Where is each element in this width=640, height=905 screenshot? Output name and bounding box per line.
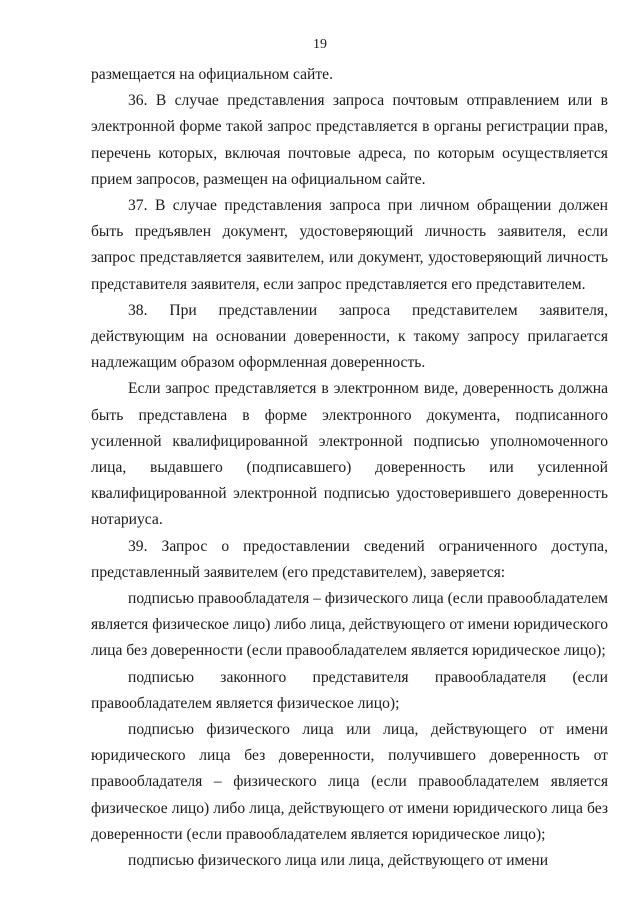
document-body [91,62,608,874]
paragraph-36: 36. В случае представления запроса почтовым отправлением или в электронной форме такой запрос представляется в органы регистрации прав, перечень которых, включая почтовые адреса, по которым осуществляется прием запросов, размещен на официальном сайте. [91,92,608,188]
paragraph-39: 39. Запрос о предоставлении сведений ограниченного доступа, представленный заявителем (его представителем), заверяется: [91,537,608,581]
list-item-rightholder-signature: подписью правообладателя – физического лица (если правообладателем является физическое лицо) либо лица, действующего от имени юридического лица без доверенности (если правообладателем является юридическое лицо); [91,590,608,660]
paragraph-38: 38. При представлении запроса представителем заявителя, действующим на основании доверенности, к такому запросу прилагается надлежащим образом оформленная доверенность. [91,301,608,372]
page-number: 19 [313,37,327,52]
paragraph-continuation: размещается на официальном сайте. [91,66,333,83]
list-item-legal-representative-signature: подписью законного представителя правообладателя (если правообладателем является физическое лицо); [91,668,608,712]
list-item-authorized-person-signature-continued: подписью физического лица или лица, действующего от имени [128,852,549,870]
paragraph-electronic-power-of-attorney: Если запрос представляется в электронном виде, доверенность должна быть представлена в форме электронного документа, подписанного усиленной квалифицированной электронной подписью уполномоченного лица, выдавшего (подписавшего) доверенность или усиленной квалифицированной электронной подписью удостоверившего доверенность нотариуса. [91,380,608,529]
paragraph-37: 37. В случае представления запроса при личном обращении должен быть предъявлен документ, удостоверяющий личность заявителя, если запрос представляется заявителем, или документ, удостоверяющий личность представителя заявителя, если запрос представляется его представителем. [91,197,608,293]
list-item-authorized-person-signature: подписью физического лица или лица, действующего от имени юридического лица без доверенности, получившего доверенность от правообладателя – физического лица (если правообладателем является физическое лицо) либо лица, действующего от имени юридического лица без доверенности (если правообладателем является юридическое лицо); [91,721,608,843]
